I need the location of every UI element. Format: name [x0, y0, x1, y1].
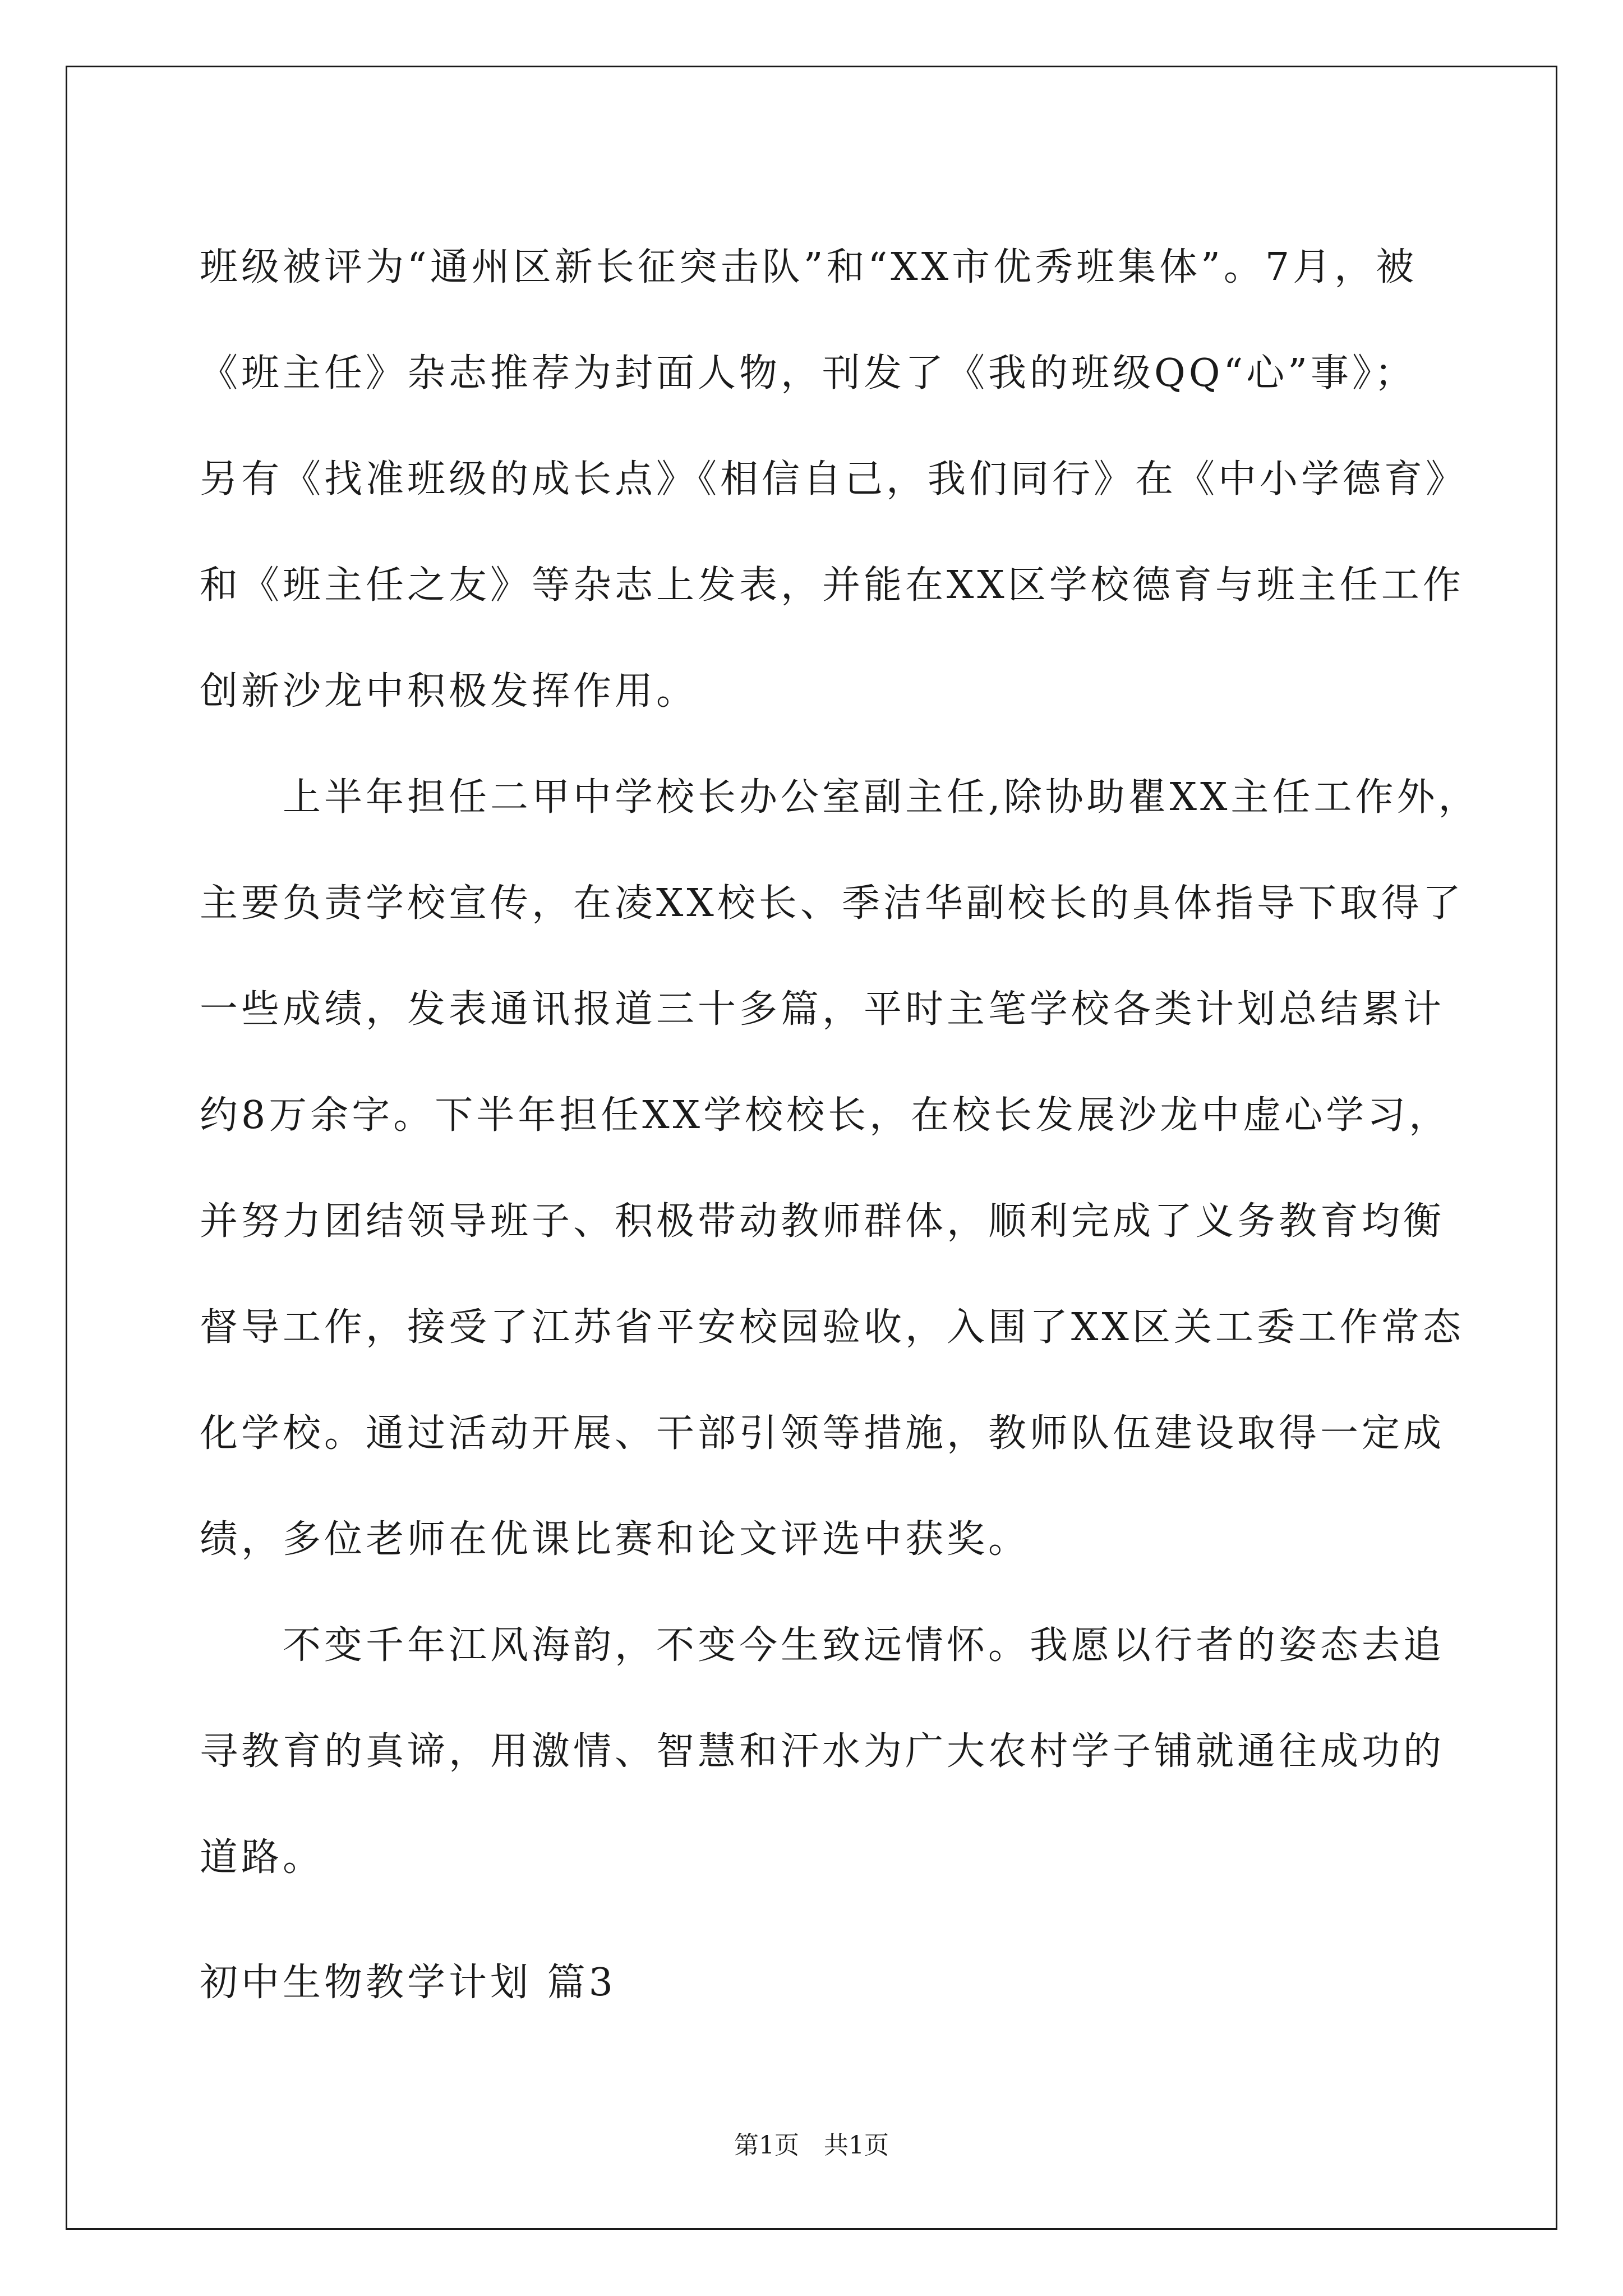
text-line: 不变千年江风海韵，不变今生致远情怀。我愿以行者的姿态去追 [200, 1623, 1445, 1668]
text-line: 主要负责学校宣传，在凌XX校长、季洁华副校长的具体指导下取得了 [200, 881, 1464, 926]
text-line: 绩，多位老师在优课比赛和论文评选中获奖。 [200, 1517, 1030, 1562]
text-line: 另有《找准班级的成长点》《相信自己，我们同行》在《中小学德育》 [200, 457, 1468, 501]
page-footer: 第1页 共1页 [734, 2131, 889, 2160]
text-line: 约8万余字。下半年担任XX学校校长，在校长发展沙龙中虚心学习， [200, 1093, 1451, 1138]
text-line: 督导工作，接受了江苏省平安校园验收，入围了XX区关工委工作常态 [200, 1305, 1464, 1350]
text-line: 并努力团结领导班子、积极带动教师群体，顺利完成了义务教育均衡 [200, 1199, 1445, 1244]
text-line: 创新沙龙中积极发挥作用。 [200, 669, 698, 714]
text-line: 上半年担任二甲中学校长办公室副主任,除协助瞿XX主任工作外， [200, 775, 1480, 820]
section-heading: 初中生物教学计划 篇3 [200, 1961, 616, 2005]
text-line: 和《班主任之友》等杂志上发表，并能在XX区学校德育与班主任工作 [200, 563, 1464, 608]
text-line: 一些成绩，发表通讯报道三十多篇，平时主笔学校各类计划总结累计 [200, 987, 1445, 1032]
document-body [200, 214, 1480, 1911]
text-line: 寻教育的真谛，用激情、智慧和汗水为广大农村学子铺就通往成功的 [200, 1729, 1445, 1774]
text-line: 《班主任》杂志推荐为封面人物，刊发了《我的班级QQ“心”事》； [200, 351, 1417, 395]
text-line: 化学校。通过活动开展、干部引领等措施，教师队伍建设取得一定成 [200, 1411, 1445, 1456]
text-line: 班级被评为“通州区新长征突击队”和“XX市优秀班集体”。7月，被 [200, 245, 1418, 289]
text-line: 道路。 [200, 1835, 325, 1880]
